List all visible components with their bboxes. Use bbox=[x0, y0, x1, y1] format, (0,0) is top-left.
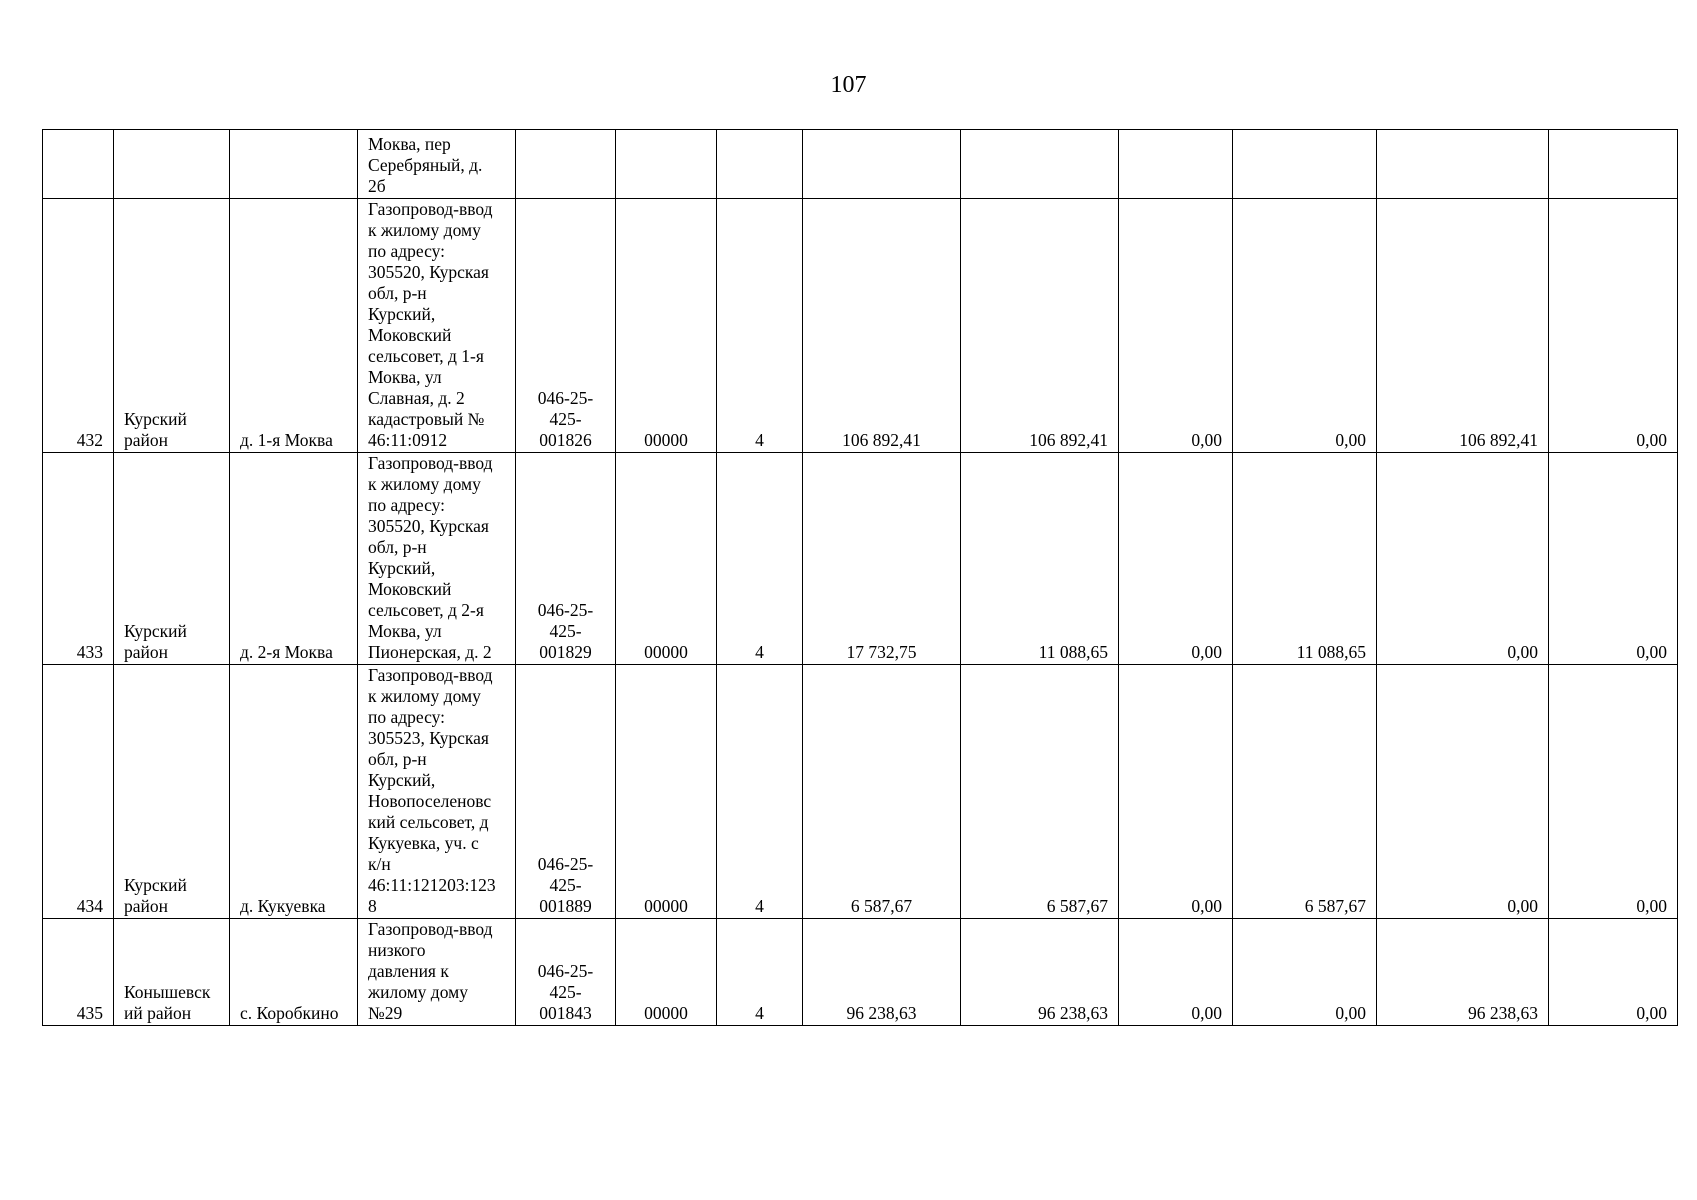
district-cell: Конышевск ий район bbox=[114, 919, 230, 1026]
value-6-cell: 0,00 bbox=[1549, 199, 1678, 453]
value-1-cell: 96 238,63 bbox=[803, 919, 961, 1026]
value-4-cell bbox=[1233, 130, 1377, 199]
description-cell: Газопровод-ввод к жилому дому по адресу: 305520, Курская обл, р-н Курский, Моковский сельсовет, д 2-я Моква, ул Пионерская, д. 2 bbox=[358, 453, 516, 665]
value-6-cell: 0,00 bbox=[1549, 665, 1678, 919]
value-3-cell: 0,00 bbox=[1119, 199, 1233, 453]
table-row-continuation bbox=[43, 130, 1678, 199]
locality-cell: с. Коробкино bbox=[230, 919, 358, 1026]
locality-cell: д. 2-я Моква bbox=[230, 453, 358, 665]
value-2-cell: 11 088,65 bbox=[961, 453, 1119, 665]
value-5-cell: 106 892,41 bbox=[1377, 199, 1549, 453]
value-2-cell: 106 892,41 bbox=[961, 199, 1119, 453]
district-cell: Курский район bbox=[114, 665, 230, 919]
value-5-cell: 0,00 bbox=[1377, 453, 1549, 665]
row-number-cell bbox=[43, 130, 114, 199]
locality-cell bbox=[230, 130, 358, 199]
value-6-cell: 0,00 bbox=[1549, 453, 1678, 665]
code-cell: 046-25- 425- 001829 bbox=[516, 453, 616, 665]
locality-cell: д. 1-я Моква bbox=[230, 199, 358, 453]
value-2-cell bbox=[961, 130, 1119, 199]
value-4-cell: 0,00 bbox=[1233, 919, 1377, 1026]
locality-cell: д. Кукуевка bbox=[230, 665, 358, 919]
row-number-cell: 435 bbox=[43, 919, 114, 1026]
district-cell: Курский район bbox=[114, 453, 230, 665]
table-row bbox=[43, 919, 1678, 1026]
description-cell: Газопровод-ввод к жилому дому по адресу: 305523, Курская обл, р-н Курский, Новопоселеновс кий сельсовет, д Кукуевка, уч. с к/н 46:11:121203:123 8 bbox=[358, 665, 516, 919]
value-2-cell: 96 238,63 bbox=[961, 919, 1119, 1026]
value-4-cell: 11 088,65 bbox=[1233, 453, 1377, 665]
value-2-cell: 6 587,67 bbox=[961, 665, 1119, 919]
value-1-cell bbox=[803, 130, 961, 199]
value-5-cell: 96 238,63 bbox=[1377, 919, 1549, 1026]
group-cell: 4 bbox=[717, 453, 803, 665]
value-4-cell: 0,00 bbox=[1233, 199, 1377, 453]
code-cell: 046-25- 425- 001843 bbox=[516, 919, 616, 1026]
value-1-cell: 17 732,75 bbox=[803, 453, 961, 665]
value-6-cell bbox=[1549, 130, 1678, 199]
kind-cell: 00000 bbox=[616, 665, 717, 919]
group-cell: 4 bbox=[717, 919, 803, 1026]
kind-cell: 00000 bbox=[616, 919, 717, 1026]
table-row bbox=[43, 453, 1678, 665]
table-row bbox=[43, 665, 1678, 919]
district-cell: Курский район bbox=[114, 199, 230, 453]
group-cell: 4 bbox=[717, 665, 803, 919]
value-6-cell: 0,00 bbox=[1549, 919, 1678, 1026]
code-cell: 046-25- 425- 001889 bbox=[516, 665, 616, 919]
value-3-cell bbox=[1119, 130, 1233, 199]
row-number-cell: 433 bbox=[43, 453, 114, 665]
value-3-cell: 0,00 bbox=[1119, 453, 1233, 665]
page-number: 107 bbox=[830, 72, 867, 98]
kind-cell bbox=[616, 130, 717, 199]
value-5-cell bbox=[1377, 130, 1549, 199]
row-number-cell: 432 bbox=[43, 199, 114, 453]
table-row bbox=[43, 199, 1678, 453]
value-3-cell: 0,00 bbox=[1119, 919, 1233, 1026]
value-3-cell: 0,00 bbox=[1119, 665, 1233, 919]
code-cell bbox=[516, 130, 616, 199]
value-1-cell: 106 892,41 bbox=[803, 199, 961, 453]
description-cell: Газопровод-ввод низкого давления к жилому дому №29 bbox=[358, 919, 516, 1026]
value-1-cell: 6 587,67 bbox=[803, 665, 961, 919]
description-cell: Моква, пер Серебряный, д. 2б bbox=[358, 130, 516, 199]
district-cell bbox=[114, 130, 230, 199]
group-cell bbox=[717, 130, 803, 199]
code-cell: 046-25- 425- 001826 bbox=[516, 199, 616, 453]
registry-table bbox=[42, 129, 1678, 1026]
description-cell: Газопровод-ввод к жилому дому по адресу: 305520, Курская обл, р-н Курский, Моковский сельсовет, д 1-я Моква, ул Славная, д. 2 кадастровый № 46:11:0912 bbox=[358, 199, 516, 453]
row-number-cell: 434 bbox=[43, 665, 114, 919]
value-5-cell: 0,00 bbox=[1377, 665, 1549, 919]
group-cell: 4 bbox=[717, 199, 803, 453]
kind-cell: 00000 bbox=[616, 453, 717, 665]
value-4-cell: 6 587,67 bbox=[1233, 665, 1377, 919]
kind-cell: 00000 bbox=[616, 199, 717, 453]
